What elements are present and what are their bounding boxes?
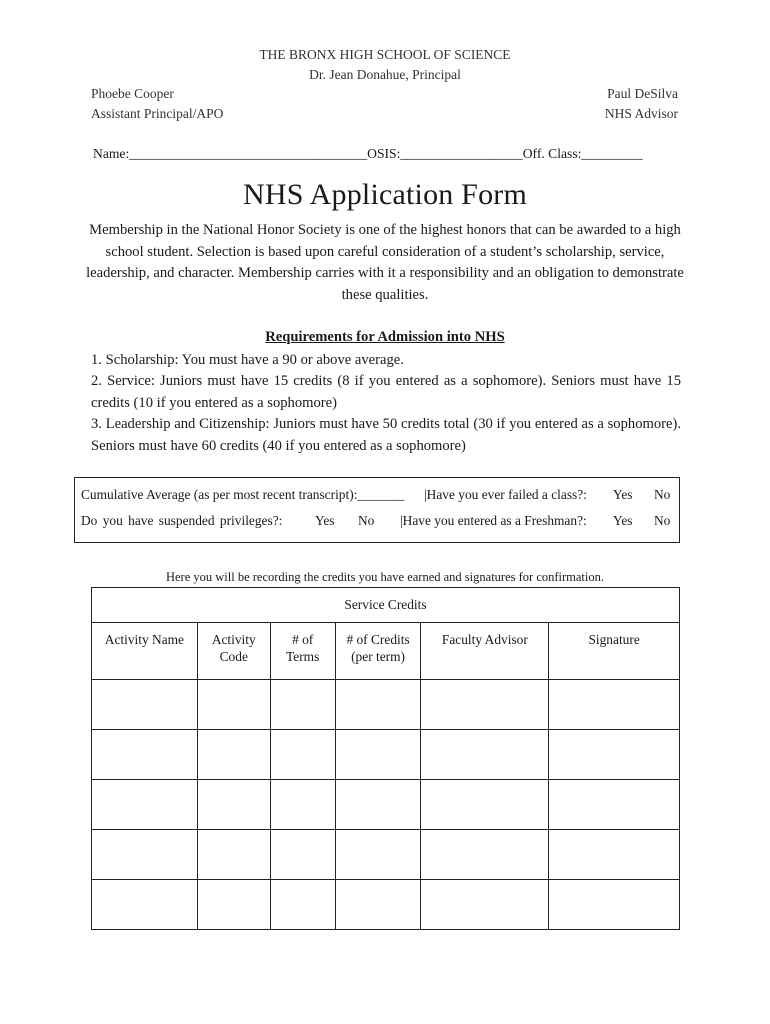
principal-name: Dr. Jean Donahue, Principal [309,67,461,82]
table-row [92,830,680,880]
requirement-scholarship: 1. Scholarship: You must have a 90 or above average. [91,352,404,368]
cell-terms[interactable] [270,880,335,930]
freshman-no[interactable]: No [654,513,671,528]
requirement-service: 2. Service: Juniors must have 15 credits (8 if you entered as a sophomore). Seniors must have 15 credits (10 if you entered as a sophomore) [91,373,681,411]
intro-paragraph: Membership in the National Honor Society is one of the highest honors that can be awarded to a high school student. Selection is based upon careful consideration of a student’s scholarship, service, leadership, and character. Membership carries with it a responsibility and an obligation to demonstrate these qualities. [86,222,684,303]
assistant-principal-title: Assistant Principal/APO [91,106,224,121]
cumulative-average-field[interactable]: Cumulative Average (as per most recent transcript):_______ [81,487,405,502]
requirement-leadership: 3. Leadership and Citizenship: Juniors must have 50 credits total (30 if you entered as a sophomore). Seniors must have 60 credits (40 if you entered as a sophomore) [91,416,681,454]
suspended-privileges-question: Do you have suspended privileges?: [81,513,283,528]
table-row [92,680,680,730]
cell-faculty-advisor[interactable] [421,780,549,830]
eligibility-questions-box [74,477,680,543]
col-credits-line1: # of Credits [346,632,410,647]
advisor-title: NHS Advisor [604,106,678,121]
name-field[interactable]: Name:___________________________________ [93,146,368,161]
col-terms-line1: # of [292,632,314,647]
cell-activity-name[interactable] [92,680,198,730]
cell-activity-code[interactable] [197,780,270,830]
table-row [92,730,680,780]
cell-terms[interactable] [270,830,335,880]
cell-credits[interactable] [335,830,421,880]
cell-signature[interactable] [549,830,680,880]
cell-signature[interactable] [549,680,680,730]
credits-instructions: Here you will be recording the credits you have earned and signatures for confirmation. [165,570,605,584]
suspended-yes[interactable]: Yes [315,513,335,528]
cell-activity-name[interactable] [92,880,198,930]
failed-class-yes[interactable]: Yes [613,487,633,502]
col-activity-name-label: Activity Name [104,632,185,647]
cell-credits[interactable] [335,780,421,830]
col-activity-code-line1: Activity [211,632,256,647]
col-activity-name [92,623,198,680]
cell-credits[interactable] [335,730,421,780]
col-activity-code [197,623,270,680]
freshman-yes[interactable]: Yes [613,513,633,528]
cell-activity-name[interactable] [92,830,198,880]
official-class-field[interactable]: Off. Class:_________ [522,146,643,161]
cell-credits[interactable] [335,680,421,730]
col-activity-code-line2: Code [219,649,248,664]
cell-faculty-advisor[interactable] [421,880,549,930]
cell-signature[interactable] [549,880,680,930]
cell-activity-code[interactable] [197,830,270,880]
form-title: NHS Application Form [242,178,527,211]
school-name: THE BRONX HIGH SCHOOL OF SCIENCE [259,47,511,62]
col-terms [270,623,335,680]
cell-activity-name[interactable] [92,780,198,830]
cell-terms[interactable] [270,680,335,730]
freshman-question: |Have you entered as a Freshman?: [400,513,587,528]
table-caption: Service Credits [92,588,680,623]
cell-activity-code[interactable] [197,680,270,730]
advisor-name: Paul DeSilva [607,86,678,101]
requirements-heading: Requirements for Admission into NHS [265,329,505,345]
cell-credits[interactable] [335,880,421,930]
failed-class-question: |Have you ever failed a class?: [424,487,587,502]
student-info-line [93,146,643,162]
osis-field[interactable]: OSIS:__________________ [367,146,523,161]
cell-faculty-advisor[interactable] [421,830,549,880]
col-credits-line2: (per term) [351,649,405,664]
cell-terms[interactable] [270,730,335,780]
cell-faculty-advisor[interactable] [421,680,549,730]
assistant-principal-name: Phoebe Cooper [91,86,174,101]
suspended-no[interactable]: No [358,513,375,528]
col-terms-line2: Terms [286,649,320,664]
table-row [92,780,680,830]
cell-activity-code[interactable] [197,730,270,780]
cell-signature[interactable] [549,730,680,780]
col-faculty-advisor [421,623,549,680]
service-credits-table [91,587,680,930]
table-row [92,880,680,930]
cell-terms[interactable] [270,780,335,830]
failed-class-no[interactable]: No [654,487,671,502]
cell-activity-code[interactable] [197,880,270,930]
col-credits [335,623,421,680]
col-faculty-advisor-label: Faculty Advisor [441,632,528,647]
cell-activity-name[interactable] [92,730,198,780]
cell-signature[interactable] [549,780,680,830]
cell-faculty-advisor[interactable] [421,730,549,780]
col-signature [549,623,680,680]
col-signature-label: Signature [588,632,640,647]
